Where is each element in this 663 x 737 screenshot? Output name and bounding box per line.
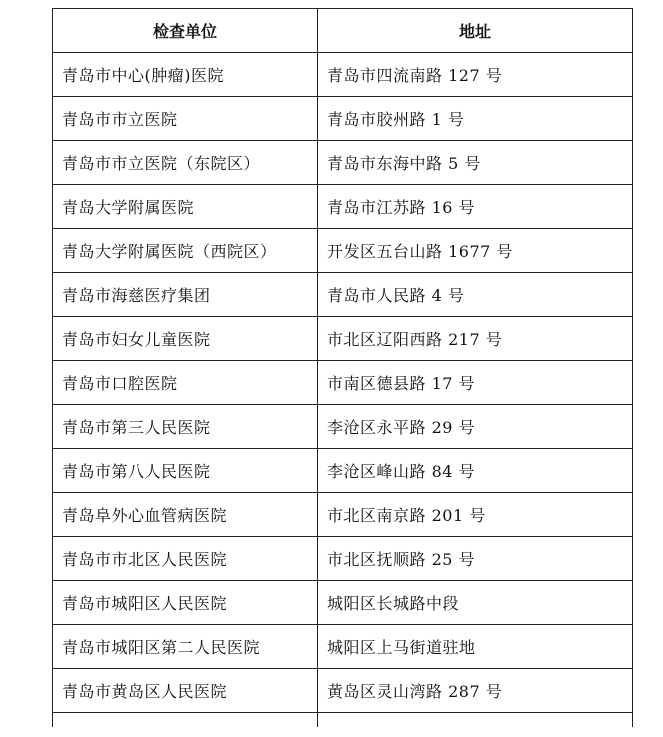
unit-cell: 青岛市中心(肿瘤)医院	[53, 53, 318, 97]
table-row	[53, 537, 633, 581]
table-row	[53, 625, 633, 669]
table-row	[53, 493, 633, 537]
address-cell: 青岛市东海中路 5 号	[318, 141, 633, 185]
address-cell: 青岛市胶州路 1 号	[318, 97, 633, 141]
address-cell-empty	[318, 713, 633, 727]
unit-cell: 青岛市第三人民医院	[53, 405, 318, 449]
unit-cell-empty	[53, 713, 318, 727]
address-cell: 青岛市江苏路 16 号	[318, 185, 633, 229]
table-row-cut-off	[53, 713, 633, 727]
address-cell: 市南区德县路 17 号	[318, 361, 633, 405]
table-row	[53, 317, 633, 361]
column-header-unit: 检查单位	[53, 9, 318, 53]
table-row	[53, 405, 633, 449]
address-cell: 市北区抚顺路 25 号	[318, 537, 633, 581]
unit-cell: 青岛市海慈医疗集团	[53, 273, 318, 317]
document-page	[52, 8, 632, 727]
address-cell: 市北区南京路 201 号	[318, 493, 633, 537]
table-row	[53, 273, 633, 317]
column-header-address: 地址	[318, 9, 633, 53]
unit-cell: 青岛市黄岛区人民医院	[53, 669, 318, 713]
table-row	[53, 185, 633, 229]
inspection-units-table	[52, 8, 633, 727]
table-row	[53, 97, 633, 141]
unit-cell: 青岛市城阳区人民医院	[53, 581, 318, 625]
unit-cell: 青岛市市北区人民医院	[53, 537, 318, 581]
address-cell: 黄岛区灵山湾路 287 号	[318, 669, 633, 713]
address-cell: 李沧区峰山路 84 号	[318, 449, 633, 493]
unit-cell: 青岛市第八人民医院	[53, 449, 318, 493]
unit-cell: 青岛大学附属医院	[53, 185, 318, 229]
address-cell: 市北区辽阳西路 217 号	[318, 317, 633, 361]
unit-cell: 青岛市妇女儿童医院	[53, 317, 318, 361]
unit-cell: 青岛市市立医院（东院区）	[53, 141, 318, 185]
unit-cell: 青岛市市立医院	[53, 97, 318, 141]
table-row	[53, 229, 633, 273]
table-row	[53, 141, 633, 185]
unit-cell: 青岛市城阳区第二人民医院	[53, 625, 318, 669]
table-row	[53, 669, 633, 713]
table-row	[53, 361, 633, 405]
table-row	[53, 449, 633, 493]
address-cell: 城阳区上马街道驻地	[318, 625, 633, 669]
address-cell: 开发区五台山路 1677 号	[318, 229, 633, 273]
address-cell: 青岛市人民路 4 号	[318, 273, 633, 317]
unit-cell: 青岛大学附属医院（西院区）	[53, 229, 318, 273]
address-cell: 城阳区长城路中段	[318, 581, 633, 625]
address-cell: 李沧区永平路 29 号	[318, 405, 633, 449]
table-row	[53, 53, 633, 97]
unit-cell: 青岛市口腔医院	[53, 361, 318, 405]
table-row	[53, 581, 633, 625]
unit-cell: 青岛阜外心血管病医院	[53, 493, 318, 537]
table-header-row	[53, 9, 633, 53]
address-cell: 青岛市四流南路 127 号	[318, 53, 633, 97]
